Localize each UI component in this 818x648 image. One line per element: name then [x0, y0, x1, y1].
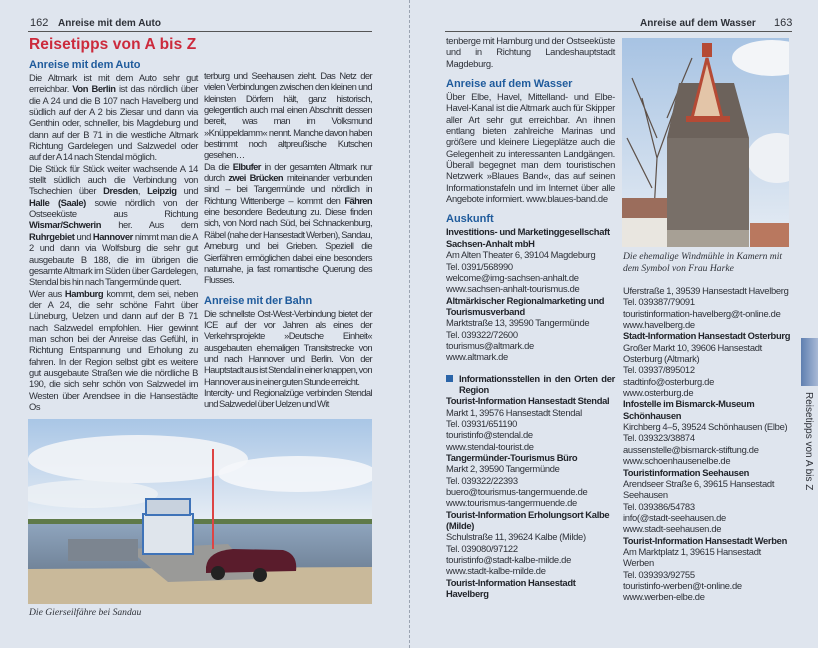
bold-text: Elbufer	[232, 160, 261, 172]
paragraph	[204, 308, 372, 387]
address-list	[623, 285, 792, 603]
address-line: Tel. 039322/22393	[446, 474, 518, 486]
chapter-thumb-tab-label: Reisetipps von A bis Z	[803, 392, 814, 491]
address-line: Tel. 03937/895012	[623, 364, 695, 376]
page-number-right: 163	[774, 17, 793, 29]
address-line: buero@tourismus-tangermuende.de	[446, 486, 588, 498]
page-number-left: 162	[30, 17, 49, 29]
address-line: www.stadt-kalbe-milde.de	[446, 565, 546, 577]
text: Da die	[204, 160, 233, 172]
address-org-name: Infostelle im Bismarck-Museum Schönhausen	[623, 398, 755, 421]
address-list	[446, 226, 615, 362]
address-line: Uferstraße 1, 39539 Hansestadt Havelberg	[623, 285, 789, 296]
square-bullet-icon	[446, 375, 453, 382]
address-line: www.sachsen-anhalt-tourismus.de	[446, 283, 580, 295]
info-subheading: Informationsstellen in den Orten der Region	[446, 373, 615, 396]
address-line: www.altmark.de	[446, 351, 508, 363]
address-line: Tel. 039393/92755	[623, 568, 695, 580]
left-column-2	[204, 70, 372, 410]
ferry-photo	[28, 419, 372, 604]
address-line: Am Marktplatz 1, 39615 Hansestadt Werben	[623, 545, 761, 569]
text: und	[176, 185, 199, 197]
address-line: Am Alten Theater 6, 39104 Magdeburg	[446, 249, 596, 261]
address-line: www.havelberg.de	[623, 319, 695, 331]
address-line: Marktstraße 13, 39590 Tangermünde	[446, 317, 590, 329]
text: terburg und Seehausen zieht. Das Netz der vielen Verbindungen zwischen den kleinen und kleinsten Dörfern hält, ganz historisch, gelegentlich auch mal einen Abschnitt dessen bereit, was man im Volksmund »Knüppeldamm« nennt. Manche davon haben bestimmt noch altpreußische Kutschen gesehen…	[204, 70, 372, 161]
section-heading: Anreise mit der Bahn	[204, 294, 313, 307]
header-rule-left	[28, 31, 372, 32]
text: Wer aus	[29, 287, 65, 299]
page-gutter	[409, 0, 410, 648]
address-line: welcome@img-sachsen-anhalt.de	[446, 271, 579, 283]
chapter-title: Reisetipps von A bis Z	[29, 36, 197, 53]
address-org-name: Tourist-Information Hansestadt Stendal	[446, 395, 610, 407]
bold-text: Ruhrgebiet	[29, 230, 75, 242]
text: in der gesamten Altmark nur durch	[204, 160, 373, 184]
bold-text: Von Berlin	[72, 83, 116, 95]
address-line: stadtinfo@osterburg.de	[623, 375, 714, 387]
address-line: www.stadt-seehausen.de	[623, 523, 722, 535]
text: tenberge mit Hamburg und der Ostseeküste und in Richtung Landeshauptstadt Magdeburg.	[446, 35, 615, 69]
address-line: www.stendal-tourist.de	[446, 440, 534, 452]
address-line: Tel. 03931/651190	[446, 417, 518, 429]
address-line: Tel. 039080/97122	[446, 542, 518, 554]
address-org-name: Tourist-Information Hansestadt Werben	[623, 534, 788, 546]
paragraph	[29, 288, 198, 413]
running-head-right: Anreise auf dem Wasser	[640, 18, 756, 29]
address-line: www.tourismus-tangermuende.de	[446, 497, 577, 509]
address-org-name: Touristinformation Seehausen	[623, 466, 750, 478]
paragraph	[204, 161, 372, 286]
paragraph	[29, 163, 198, 288]
address-org-name: Stadt-Information Hansestadt Osterburg	[623, 330, 791, 342]
address-line: touristinfo@stadt-kalbe-milde.de	[446, 554, 571, 566]
address-line: info(@stadt-seehausen.de	[623, 511, 726, 523]
address-line: Arendseer Straße 6, 39615 Hansestadt Seehausen	[623, 477, 775, 501]
section-heading: Auskunft	[446, 213, 494, 226]
address-org-name: Investitions- und Marketinggesellschaft Sachsen-Anhalt mbH	[446, 226, 610, 249]
address-line: www.schoenhausenelbe.de	[623, 455, 731, 467]
section-heading: Anreise auf dem Wasser	[446, 78, 573, 91]
bold-text: Dresden	[103, 185, 138, 197]
bold-text: Leipzig	[147, 185, 177, 197]
address-line: Markt 2, 39590 Tangermünde	[446, 463, 560, 475]
text: miteinander verbunden sind – bei Tangermünde und nördlich in Richtung Wittenberge – kommt den	[204, 172, 373, 206]
address-line: Tel. 039322/72600	[446, 328, 518, 340]
windmill-photo-caption: Die ehemalige Windmühle in Kamern mit dem Symbol von Frau Harke	[623, 251, 783, 274]
right-column-1	[446, 35, 615, 599]
address-line: Tel. 0391/568990	[446, 260, 513, 272]
address-line: aussenstelle@bismarck-stiftung.de	[623, 443, 759, 455]
address-line: touristinfo-werben@t-online.de	[623, 579, 742, 591]
text: nimmt man die A 2 und dann via Wolfsburg die sehr gut ausgebaute B 188, die im übrigen die gesamte Altmark im Süden über Gardelegen, Stendal bis hin nach Tangermünde quert.	[29, 230, 199, 288]
text: Die Altmark ist mit dem Auto sehr gut erreichbar.	[29, 72, 198, 95]
bold-text: Fähren	[344, 194, 372, 206]
address-line: touristinformation-havelberg@t-online.de	[623, 307, 781, 319]
running-head-left: Anreise mit dem Auto	[58, 18, 161, 29]
chapter-thumb-tab	[801, 338, 818, 386]
text: ,	[137, 185, 148, 197]
section-heading: Anreise mit dem Auto	[29, 59, 141, 71]
text: eine besondere Bedeutung zu. Diese finden sich, von Nord nach Süd, bei Schnackenburg, Räbel (nahe der Hansestadt Werben), Sandau, Arneburg und bei Grieben. Speziell die Gierfähren ermöglichen dabei eine besonders naturnahe, ja fast romantische Querung des Flusses.	[204, 206, 372, 286]
text: Intercity- und Regionalzüge verbinden Stendal und Salzwedel über Uelzen und Wit	[204, 386, 372, 410]
address-line: Großer Markt 10, 39606 Hansestadt Osterburg (Altmark)	[623, 341, 762, 365]
paragraph	[204, 387, 372, 410]
paragraph	[446, 35, 615, 69]
bold-text: Hannover	[92, 230, 133, 242]
left-column-1	[29, 59, 198, 412]
address-line: tourismus@altmark.de	[446, 339, 534, 351]
bold-text: Hamburg	[64, 287, 104, 299]
right-column-2	[623, 285, 792, 603]
paragraph	[446, 91, 615, 204]
address-line: Kirchberg 4–5, 39524 Schönhausen (Elbe)	[623, 421, 788, 433]
ferry-photo-caption: Die Gierseilfähre bei Sandau	[29, 607, 142, 618]
address-org-name: Altmärkischer Regionalmarketing und Tourismusverband	[446, 294, 605, 317]
text: und	[74, 230, 93, 242]
paragraph	[204, 70, 372, 161]
paragraph	[29, 72, 198, 163]
address-line: Markt 1, 39576 Hansestadt Stendal	[446, 406, 582, 418]
text: Über Elbe, Havel, Mittelland- und Elbe-Havel-Kanal ist die Altmark auch für Skipper aller Art sehr gut erreichbar. An ihnen entlang bieten zahlreiche Marinas und größere und kleinere Liegeplätze auch die Gelegenheit zu interessanten Landgängen. Überall begegnet man dem touristischen Netzwerk »Blaues Band«, das auf seinen Informationstafeln und im Internet über alle Angebote informiert. www.blaues-band.de	[446, 91, 615, 205]
bold-text: zwei Brücken	[228, 172, 283, 184]
text: sowie nördlich von der Ostseeküste aus Richtung	[29, 196, 198, 220]
address-org-name: Tourist-Information Erholungsort Kalbe (Milde)	[446, 508, 610, 532]
address-line: www.werben-elbe.de	[623, 591, 705, 603]
address-line: touristinfo@stendal.de	[446, 429, 533, 441]
text: Die Stück für Stück weiter wachsende A 14 stellt südlich auch die Verbindung von Tschechien über	[29, 162, 198, 197]
text: ist das nördlich über die A 24 und die B 107 nach Havelberg und südlich auf der A 2 bis Ziesar und dann via Genthin oder, schneller, bis Magdeburg und dann auf der B 71 in die westliche Altmark Richtung Gardelegen und Salzwedel oder auf der A 14 nach Stendal möglich.	[29, 83, 198, 163]
address-org-name: Tangermünder-Tourismus Büro	[446, 452, 578, 463]
address-line: www.osterburg.de	[623, 387, 694, 399]
text: kommt, dem sei, neben der A 24, die sehr schöne Fahrt über Lüneburg, Uelzen und dann auf der B 71 nach Salzwedel empfohlen. Hier gewinnt man schon bei der Anreise das Gefühl, in Richtung Entspannung und Erholung zu fahren. In der Region selbst gibt es weitere gut ausgebaute Straßen wie die nördliche B 190, die sich sehr schön von Salzwedel im Westen über Arendsee in die Hansestädte Os	[29, 287, 198, 412]
address-org-name: Tourist-Information Hansestadt Havelberg	[446, 576, 576, 600]
header-rule-right	[445, 31, 792, 32]
address-line: Tel. 039386/54783	[623, 500, 695, 512]
bold-text: Wismar/Schwerin	[29, 219, 102, 231]
address-line: Tel. 039323/38874	[623, 432, 695, 444]
text: Die schnellste Ost-West-Verbindung bietet der ICE auf der vor Jahren als eines der Verkehrsprojekte »Deutsche Einheit« ausgebauten ehemaligen Transitstrecke von und nach Hannover und Berlin. Von der Hauptstadt aus ist Stendal in einer knappen, von Hannover aus in einer guten Stunde erreicht.	[204, 307, 372, 387]
address-line: Tel. 039387/79091	[623, 296, 695, 308]
windmill-photo	[622, 38, 789, 247]
address-list	[446, 395, 615, 599]
text: her. Aus dem	[101, 219, 198, 231]
address-line: Schulstraße 11, 39624 Kalbe (Milde)	[446, 531, 586, 543]
bold-text: Halle (Saale)	[29, 196, 86, 208]
